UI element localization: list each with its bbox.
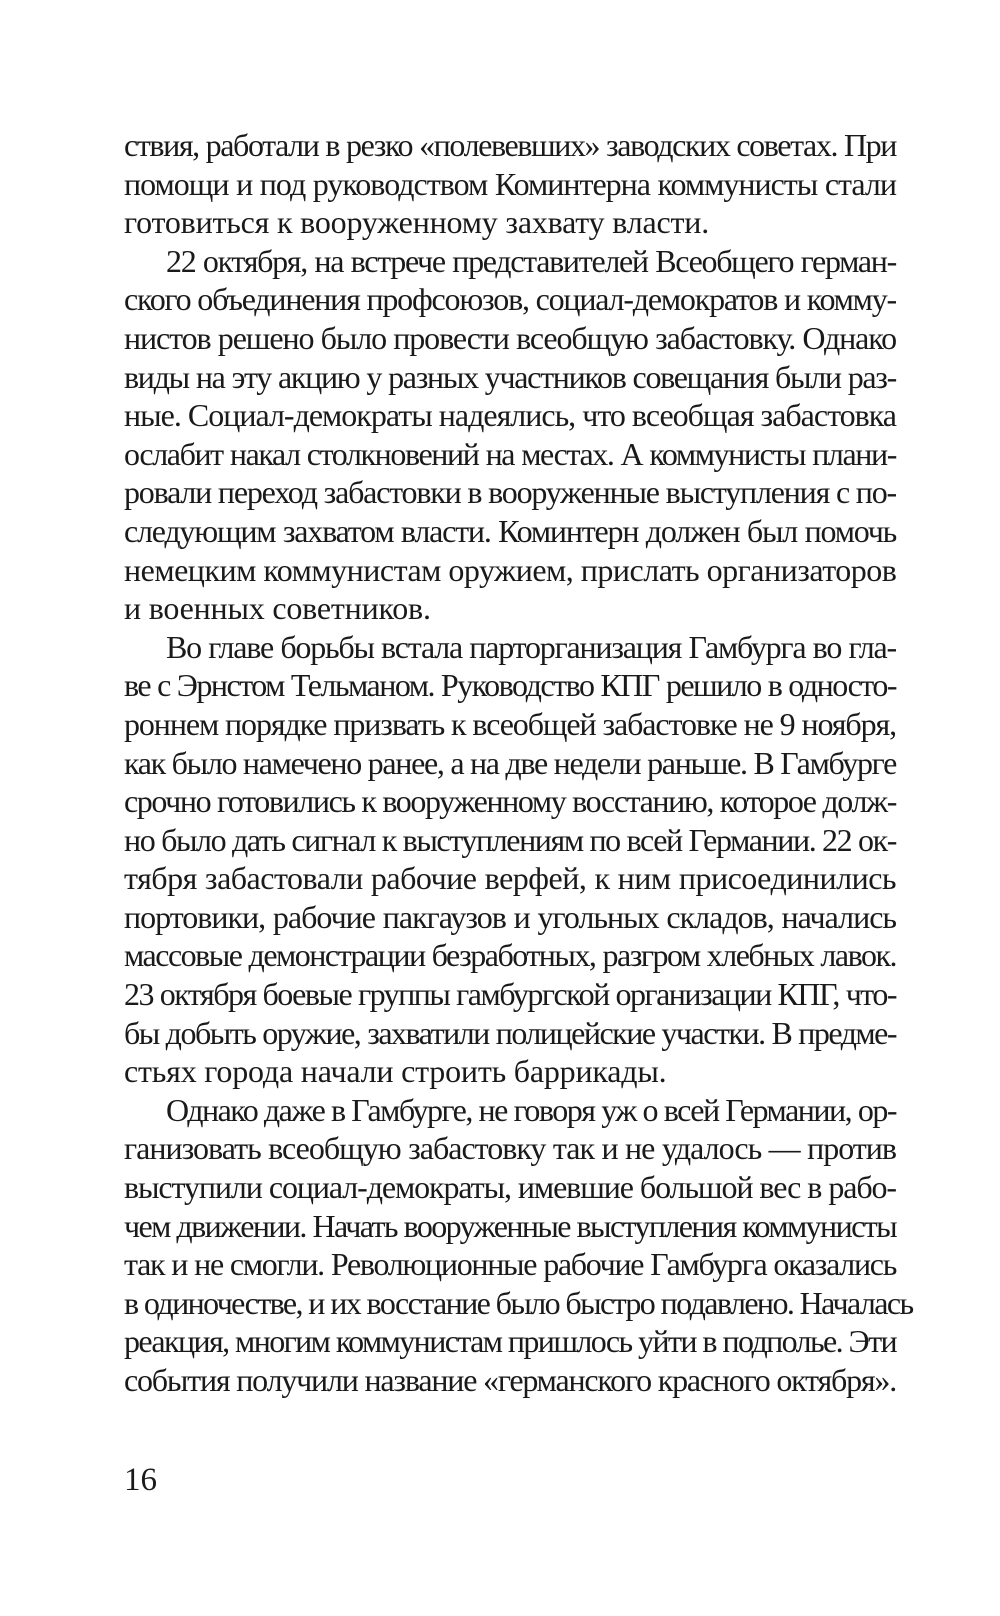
text-line: виды на эту акцию у разных участников совещания были раз- [124,358,896,395]
text-line: как было намечено ранее, а на две недели раньше. В Гамбурге [124,744,896,781]
text-line: бы добыть оружие, захватили полицейские участки. В предме- [124,1014,896,1051]
text-line: так и не смогли. Революционные рабочие Гамбурга оказались [124,1246,896,1283]
text-line: ского объединения профсоюзов, социал-демократов и комму- [124,281,896,318]
text-line: чем движении. Начать вооруженные выступления коммунисты [124,1207,896,1244]
text-line: и военных советников. [124,590,431,627]
text-line: реакция, многим коммунистам пришлось уйти в подполье. Эти [124,1323,896,1360]
text-line: 22 октября, на встрече представителей Всеобщего герман- [166,242,896,279]
text-line: события получили название «германского красного октября». [124,1362,896,1398]
text-line: срочно готовились к вооруженному восстанию, которое долж- [124,783,896,820]
text-line: тября забастовали рабочие верфей, к ним присоединились [124,860,896,897]
text-line: ровали переход забастовки в вооруженные выступления с по- [124,474,896,511]
text-line: ные. Социал-демократы надеялись, что всеобщая забастовка [124,397,896,434]
text-line: ослабит накал столкновений на местах. А коммунисты плани- [124,435,896,472]
text-line: выступили социал-демократы, имевшие большой вес в рабо- [124,1169,896,1206]
text-line: но было дать сигнал к выступлениям по всей Германии. 22 ок- [124,821,896,858]
text-line: ганизовать всеобщую забастовку так и не удалось — против [124,1130,896,1167]
text-line: стьях города начали строить баррикады. [124,1053,667,1090]
text-line: Во главе борьбы встала парторганизация Гамбурга во гла- [166,628,896,665]
text-line: Однако даже в Гамбурге, не говоря уж о всей Германии, ор- [166,1091,896,1128]
text-line: в одиночестве, и их восстание было быстро подавлено. Началась [124,1284,913,1321]
text-line: ствия, работали в резко «полевевших» заводских советах. При [124,127,896,163]
text-line: роннем порядке призвать к всеобщей забастовке не 9 ноября, [124,705,896,742]
page-number: 16 [124,1462,157,1498]
text-line: 23 октября боевые группы гамбургской организации КПГ, что- [124,976,896,1013]
text-line: массовые демонстрации безработных, разгром хлебных лавок. [124,937,896,974]
text-line: нистов решено было провести всеобщую забастовку. Однако [124,319,896,356]
text-line: помощи и под руководством Коминтерна коммунисты стали [124,165,896,202]
text-line: следующим захватом власти. Коминтерн должен был помочь [124,512,896,549]
text-line: немецким коммунистам оружием, прислать организаторов [124,551,897,588]
text-line: готовиться к вооруженному захвату власти. [124,204,710,241]
body-text [124,126,913,1400]
text-line: ве с Эрнстом Тельманом. Руководство КПГ решило в односто- [124,667,896,704]
text-line: портовики, рабочие пакгаузов и угольных складов, начались [124,898,896,935]
